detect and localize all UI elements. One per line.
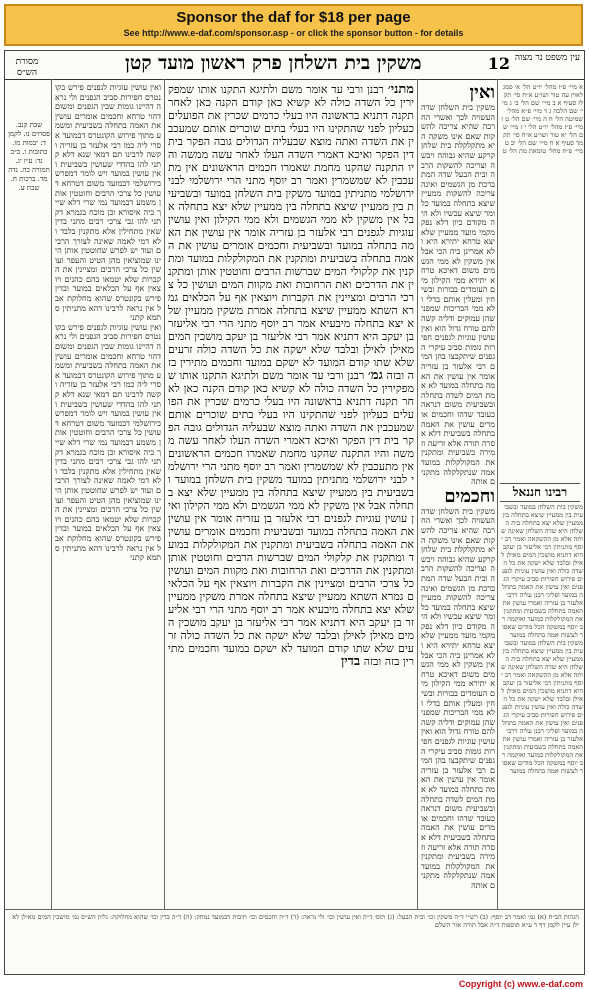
divider bbox=[417, 79, 418, 909]
tosafot-column bbox=[55, 83, 161, 905]
footer-notes-text: הגהות הב״ח (א) גמ׳ ואמר רב יוסף: (ב) רש״י ד״ה משקין וכו׳ ובית הבעל: (ג) תוס׳ ד״ה ואין עושין וכו׳ ולי נראה: (ד) ד״ה וחכמים וכו׳ תיבות דבמועד נמחק: (ה) ד״ה בדין וכו׳ שהוא מחלוקת: גליון הש״ס גמ׳ מושכין המים מאילן לאילן עיין לקמן דף ד ע״א תוספות ד״ה אבל תורה אור השלם bbox=[12, 913, 579, 929]
vachachamim-keyword: וחכמים bbox=[444, 485, 495, 507]
divider bbox=[5, 909, 585, 910]
mesoret-heading: מסורת הש״ס bbox=[15, 57, 39, 78]
vein-keyword: ואין bbox=[469, 83, 495, 103]
ein-mishpat-heading: עין משפט נר מצוה bbox=[514, 53, 580, 63]
gemara-body-continued: רבנן ורבי עד אומר משם ולתיגא התקנו אותו שמפקירין כל השדה כולה לא קשיא כאן קודם הקנה כאן לאחר תקנה דתניא בראשונה היו בעלי כרמים שכרין את הפועלים כעליון לפני שהתקינו היו בעלי בתים שוכרים אותם שמעכבין את השדה ואתה מוצא שבעליה הגדולים גובה הפקר בית דין הפקר ואיכא דאמרי השדה העלו לאחר עשה ממשה והיו התקנה שהקנו מחמת שאמרו חכמים הראשונים אין מתעכבין לא שמשמרין ואמר רב יוסף מתני הרי ירושלמי לבני ירושלמי מתניתין במועד משקין בית השלחן במועד ובשביעית בין ממעיין שיצא בתחלה בין ממעיין שלא יצא בתחלה אבל אין משקין לא ממי הגשמים ולא ממי הקילון ואין עושין עוגיות לגפנים רבי אלעזר בן עזריה אומר אין עושין את האמה בתחלה במועד ובשביעית וחכמים אומרים עושין את האמה בתחלה בשביעית ומתקנין את המקולקלות במועד ומתקנין את קלקולי המים שברשות הרבים וחוטטין אותן ומתקנין את הדרכים ואת הרחובות ואת מקוות המים ועושין כל צרכי הרבים ומציינין את הקברות ויוצאין אף על הכלאים גמרא השתא ממעיין שיצא בתחלה אמרת משקין ממעיין שלא יצא בתחלה מיבעיא אמר רב יוסף מתני הרי רבי אליעזר בן יעקב היא דתניא אמר רבי אליעזר בן יעקב מושכין המים מאילן לאילן ובלבד שלא ישקה את כל השדה כולה זרעים שלא שתו קודם המועד לא ישקם במועד וחכמים מתירין בזה ובזה bbox=[168, 369, 414, 668]
page-title: משקין בית השלחן פרק ראשון מועד קטן bbox=[125, 52, 422, 74]
sponsor-title: Sponsor the daf for $18 per page bbox=[176, 9, 411, 26]
gemara-body: רבנן ורבי עד אומר משם ולתיגא התקנו אותו שמפקירין כל השדה כולה לא קשיא כאן קודם הקנה כאן לאחר תקנה דתניא בראשונה היו בעלי כרמים שכרין את הפועלים כעליון לפני שהתקינו היו בעלי בתים שוכרים אותם שמעכבין את השדה ואתה מוצא שבעליה הגדולים גובה הפקר בית דין הפקר ואיכא דאמרי השדה העלו לאחר עשה ממשה והיו התקנה שהקנו מחמת שאמרו חכמים הראשונים אין מתעכבין לא שמשמרין ואמר רב יוסף מתני הרי ירושלמי לבני ירושלמי מתניתין במועד משקין בית השלחן במועד ובשביעית בין ממעיין שיצא בתחלה בין ממעיין שלא יצא בתחלה אבל אין משקין לא ממי הגשמים ולא ממי הקילון ואין עושין עוגיות לגפנים רבי אלעזר בן עזריה אומר אין עושין את האמה בתחלה במועד ובשביעית וחכמים אומרים עושין את האמה בתחלה בשביעית ומתקנין את המקולקלות במועד ומתקנין את קלקולי המים שברשות הרבים וחוטטין אותן ומתקנין את הדרכים ואת הרחובות ואת מקוות המים ועושין כל צרכי הרבים ומציינין את הקברות ויוצאין אף על הכלאים גמרא השתא ממעיין שיצא בתחלה אמרת משקין ממעיין שלא יצא בתחלה מיבעיא אמר רב יוסף מתני הרי רבי אליעזר בן יעקב היא דתניא אמר רבי אליעזר בן יעקב מושכין המים מאילן לאילן ובלבד שלא ישקה את כל השדה כולה זרעים שלא שתו קודם המועד לא ישקם במועד וחכמים מתירין בזה ובזה bbox=[168, 83, 414, 382]
matni-keyword: מתני׳ bbox=[387, 83, 414, 97]
page-number: 12 bbox=[487, 54, 510, 73]
gemara-column bbox=[168, 83, 414, 905]
tosafot-text-continued: ואין עושין עוגיות לגפנים פירש בקונטרס חפירות סביב הגפנים ולי נראה דהיינו גומות שבין הגפנים ומשום דהוי טרחא וחכמים אומרים עושין את האמה בתחלה בשביעית ומשמע מתוך פירוש הקונטרס דבמועד אסרי ליה כמו רבי אלעזר בן עזריה וקשה לרבינו תם דמאי שנא דלא קתני להו בהדדי שעושין בשביעית ואין עושין במועד ויש לומר דמפרש בירושלמי דבמועד משום דטרחא דעושין כל צרכי הרבים וחוטטין אותן משמע דבמועד נמי שרי דלא שייך ביה איסורא וכן מוכח בגמרא דקתני להו גבי צרכי רבים מתני בדין שאין מתחילין אלא מתקנין בלבד ולא דמי לאמה שאינה לצורך הרבים ועוד יש לפרש שחוטטין אותן היינו שמוציאין מהן הטיט והעפר ועושין כל צרכי הרבים ומציינין את הקברות שלא יטמאו בהם כהנים ויוצאין אף על הכלאים במועד ובדין פירש בקונטרס שהוא מחלוקת אבל אין נראה לרבינו דהא מתניתין סתמא קתני bbox=[55, 322, 161, 563]
bedin-keyword: בדין bbox=[340, 654, 361, 669]
tosafot-text: ואין עושין עוגיות לגפנים פירש בקונטרס חפירות סביב הגפנים ולי נראה דהיינו גומות שבין הגפנים ומשום דהוי טרחא וחכמים אומרים עושין את האמה בתחלה בשביעית ומשמע מתוך פירוש הקונטרס דבמועד אסרי ליה כמו רבי אלעזר בן עזריה וקשה לרבינו תם דמאי שנא דלא קתני להו בהדדי שעושין בשביעית ואין עושין במועד ויש לומר דמפרש בירושלמי דבמועד משום דטרחא דעושין כל צרכי הרבים וחוטטין אותן משמע דבמועד נמי שרי דלא שייך ביה איסורא וכן מוכח בגמרא דקתני להו גבי צרכי רבים מתני בדין שאין מתחילין אלא מתקנין בלבד ולא דמי לאמה שאינה לצורך הרבים ועוד יש לפרש שחוטטין אותן היינו שמוציאין מהן הטיט והעפר ועושין כל צרכי הרבים ומציינין את הקברות שלא יטמאו בהם כהנים ויוצאין אף על הכלאים במועד ובדין פירש בקונטרס שהוא מחלוקת אבל אין נראה לרבינו דהא מתניתין סתמא קתני bbox=[55, 83, 161, 323]
footer-notes bbox=[11, 913, 579, 971]
ein-mishpat-column bbox=[501, 83, 583, 479]
mesoret-notes: שבת קנב. פסחים נו. לקמן ד: יבמות מו. כתובות ו. ב״ב נד: ע״ז יג. תמורה כה. נדה מד. ברכות ח. שבת ע. bbox=[8, 121, 50, 192]
divider bbox=[51, 79, 52, 909]
rashi-text: משקין בית השלחן שדה העשויה לכך ואשרי החרבה שהיא צריכה להשקות שאם אינו משקה היא מתקלקלת בית שלחן קרקע שהיא גבוהה ויבשה וצריכה להשקות הרבה ובית הבעל שדה המתברכת מן הגשמים ואינה צריכה להשקות ממעיין שיצא בתחלה במועד כלומר שיצא עכשיו ולא היה מקודם כיון דלא נפק מקמי מועד ממעיין שלא יצא טרחא יתירא היא ולא אמרינן ביה הכי אבל אין משקין לא ממי הגשמים משום דאיכא טרחא יתירא ממי הקילון מים העומדים בבורות ובשיחין ומעלין אותם בדלי ולא ממי הבריכות שמפני שהן עמוקים ודליה קשה להם טורח גדול הוא ואין עושין עוגיות לגפנים חפירות גומות סביב עיקרי הגפנים שיתקבצו בהן המים רבי אלעזר בן עזריה אומר אין עושין את האמה בתחלה במועד לא אמת המים לשדה בתחלה ובשביעית משום דנראה כעובד שדהו וחכמים אומרים עושין את האמה בתחלה בשביעית דלא אסרה תורה אלא זריעה וזמירה בשביעית ומתקנין את המקולקלות במועד אמה שנתקלקלה מתקנים אותה bbox=[421, 103, 495, 487]
rashi-text-continued: משקין בית השלחן שדה העשויה לכך ואשרי החרבה שהיא צריכה להשקות שאם אינו משקה היא מתקלקלת בית שלחן קרקע שהיא גבוהה ויבשה וצריכה להשקות הרבה ובית הבעל שדה המתברכת מן הגשמים ואינה צריכה להשקות ממעיין שיצא בתחלה במועד כלומר שיצא עכשיו ולא היה מקודם כיון דלא נפק מקמי מועד ממעיין שלא יצא טרחא יתירא היא ולא אמרינן ביה הכי אבל אין משקין לא ממי הגשמים משום דאיכא טרחא יתירא ממי הקילון מים העומדים בבורות ובשיחין ומעלין אותם בדלי ולא ממי הבריכות שמפני שהן עמוקים ודליה קשה להם טורח גדול הוא ואין עושין עוגיות לגפנים חפירות גומות סביב עיקרי הגפנים שיתקבצו בהן המים רבי אלעזר בן עזריה אומר אין עושין את האמה בתחלה במועד לא אמת המים לשדה בתחלה ובשביעית משום דנראה כעובד שדהו וחכמים אומרים עושין את האמה בתחלה בשביעית דלא אסרה תורה אלא זריעה וזמירה בשביעית ומתקנין את המקולקלות במועד אמה שנתקלקלה מתקנים אותה bbox=[421, 506, 495, 890]
rashi-column bbox=[421, 83, 495, 905]
ein-mishpat-notes: א מיי׳ פ״ז מהל׳ יו״ט הל׳ א׳ סמג לאוין עה טור ושו״ע א״ח סי׳ תקלז סעיף א ב מיי׳ שם הל׳ ב׳ ג מיי׳ שם הלכה ג ד מיי׳ פ״א מהל׳ שמיטה הל׳ ח ה מיי׳ שם הל׳ ט ו מיי׳ פ״ז מהל׳ יו״ט הל׳ י ז מיי׳ שם הל׳ יא טור ושו״ע א״ח סי׳ תקמד סעיף א ח מיי׳ שם הל׳ יב ט מיי׳ פ״ח מהל׳ טומאת מת הל׳ ט bbox=[501, 83, 583, 155]
copyright-link[interactable]: Copyright (c) www.e-daf.com bbox=[458, 979, 583, 989]
rabbeinu-chananel-text: משקין בית השלחן במועד ובשביעית בין ממעיין שיצא בתחלה בין ממעיין שלא יצא בתחלה בית השלחן היא שדה השלחן שאינה שותה אלא מן ההשקאה ואמר רב יוסף מתניתין רבי אליעזר בן יעקב היא דתניא מושכין המים מאילן לאילן ובלבד שלא ישקה את כל השדה כולה ואין עושין עוגיות לגפנים פירוש חפירות סביב עיקרי הגפנים ואין עושין את האמה בתחלה במועד ופליגי רבנן עליה דרבי אלעזר בן עזריה ואמרי עושין את האמה בתחלה בשביעית ומתקנין את המקולקלות במועד ואוקמה רב יוסף במשקה הכל מודים שאסור לעשות אמה בתחלה במועד bbox=[501, 503, 583, 639]
rabbeinu-chananel-text-continued: משקין בית השלחן במועד ובשביעית בין ממעיין שיצא בתחלה בין ממעיין שלא יצא בתחלה בית השלחן היא שדה השלחן שאינה שותה אלא מן ההשקאה ואמר רב יוסף מתניתין רבי אליעזר בן יעקב היא דתניא מושכין המים מאילן לאילן ובלבד שלא ישקה את כל השדה כולה ואין עושין עוגיות לגפנים פירוש חפירות סביב עיקרי הגפנים ואין עושין את האמה בתחלה במועד ופליגי רבנן עליה דרבי אלעזר בן עזריה ואמרי עושין את האמה בתחלה בשביעית ומתקנין את המקולקלות במועד ואוקמה רב יוסף במשקה הכל מודים שאסור לעשות אמה בתחלה במועד bbox=[501, 639, 583, 775]
divider bbox=[164, 79, 165, 909]
gemara-keyword: גמ׳ bbox=[367, 368, 383, 383]
talmud-page bbox=[4, 50, 585, 975]
divider bbox=[497, 79, 498, 909]
rabbeinu-chananel-column bbox=[501, 503, 583, 905]
rabbeinu-chananel-heading: רבינו חננאל bbox=[500, 483, 580, 502]
gemara-text bbox=[168, 83, 414, 668]
sponsor-banner[interactable] bbox=[4, 4, 583, 46]
page-header bbox=[5, 51, 584, 80]
sponsor-link[interactable]: See http://www.e-daf.com/sponsor.asp - or click the sponsor button - for details bbox=[123, 28, 464, 38]
